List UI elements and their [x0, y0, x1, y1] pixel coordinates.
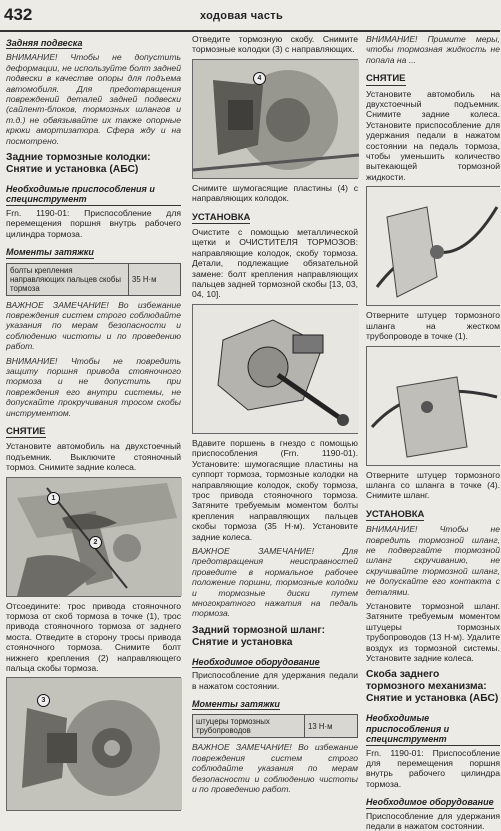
column-middle	[192, 34, 358, 795]
equipment-text: Приспособление для удержания педали в нажатом состоянии.	[192, 670, 358, 691]
brake-disc-photo	[6, 677, 181, 811]
hose-photo	[366, 186, 500, 306]
callout-1: 1	[47, 492, 60, 505]
important-note: ВАЖНОЕ ЗАМЕЧАНИЕ! Для предотвращения неисправностей проведите в нормальное рабочее положение поршни, тормозные колодки и тормозные диски путем многократного нажатия на педаль тормоза.	[192, 545, 358, 619]
brake-disc-illustration	[7, 678, 182, 810]
column-right	[366, 34, 500, 831]
piston-tool-illustration	[193, 305, 359, 433]
column-left	[6, 34, 181, 780]
torque-table	[6, 263, 181, 296]
unscrew-text-2: Отверните штуцер тормозного шланга со шланга в точке (4). Снимите шланг.	[366, 469, 500, 501]
warning-note: ВНИМАНИЕ! Чтобы не повредить защиту поршня привода стояночного тормоза и не допустить при повреждения его внутри системы, не допускайте прокручивания тросом скобы инструментом.	[6, 355, 181, 418]
warning-note: ВНИМАНИЕ! Чтобы не допустить деформации, не используйте болт задней подвески в качестве опоры для подъема автомобиля. Для предотвращения повреждений деталей задней подвески (сайлент-блоков, тормозных шлангов и т.д.) не обвязывайте их также опорные крюки амортизатора. Сфера жду и на посмотрено.	[6, 52, 181, 146]
unscrew-text: Отверните штуцер тормозного шланга на жестком трубопроводе в точке (1).	[366, 310, 500, 342]
table-row	[7, 264, 180, 295]
page-number: 432	[4, 5, 33, 24]
tool-text: Frn. 1190-01: Приспособление для перемещения поршня внутрь рабочего цилиндра тормоза.	[6, 207, 181, 239]
heading-rear-suspension: Задняя подвеска	[6, 38, 83, 48]
torque-table	[192, 714, 358, 738]
heading-tools: Необходимые приспособления и специнструмент	[366, 713, 500, 745]
important-note: ВАЖНОЕ ЗАМЕЧАНИЕ! Во избежание повреждения систем строго соблюдайте указания по мерам безопасности и соблюдению чистоты и по проведению работ.	[6, 299, 181, 352]
heading-caliper: Скоба заднего тормозного механизма: Снятие и установка (АБС)	[366, 669, 499, 705]
heading-equipment: Необходимое оборудование	[192, 656, 320, 667]
heading-installation: УСТАНОВКА	[366, 508, 425, 520]
hose-fitting-photo	[366, 346, 500, 466]
equipment-text: Приспособление для удержания педали в нажатом состоянии.	[366, 810, 500, 831]
install-text: Установите тормозной шланг. Затяните требуемым моментом штуцеры тормозных трубопроводов (13 Н·м). Удалите воздух из тормозной системы. Установите задние колеса.	[366, 600, 500, 663]
install-text: Очистите с помощью металлической щетки и ОЧИСТИТЕЛЯ ТОРМОЗОВ: направляющие колодок, скобу тормоза. Детали, подлежащие обязательной замене: болт крепления направляющих пальцев задней тормозной скобы [13, 03, 04, 10].	[192, 227, 358, 300]
removal-text: Установите автомобиль на двухстоечный подъемник. Снимите задние колеса. Установите приспособление для удержания педали в нажатом состоянии на педаль тормоза, чтобы уменьшить количество вытекающей тормозной жидкости.	[366, 88, 500, 182]
heading-rear-pads: Задние тормозные колодки: Снятие и установка (АБС)	[6, 152, 151, 176]
caliper-illustration	[193, 60, 359, 178]
press-piston-text: Вдавите поршень в гнездо с помощью приспособления (Frn. 1190-01). Установите: шумогасящие пластины на суппорт тормоза, тормозные колодки на направляющие колодок, скобу тормоза, трос привода стояночного тормоза. Затяните требуемым моментом болты крепления направляющих пальцев скобы тормоза (35 Н·м). Установите задние колеса.	[192, 437, 358, 542]
page-header	[0, 0, 500, 32]
callout-2: 2	[89, 536, 102, 549]
heading-installation: УСТАНОВКА	[192, 211, 251, 223]
heading-torque: Моменты затяжки	[192, 699, 280, 709]
heading-tools: Необходимые приспособления и специнструмент	[6, 184, 181, 206]
hose-fitting-illustration	[367, 347, 501, 465]
section-title: ходовая часть	[200, 10, 283, 22]
disconnect-text: Отсоедините: трос привода стояночного тормоза от скоб тормоза в точке (1), трос привода стояночного тормоза от заднего моста. Отведите в сторону тросы привода стояночного тормоза. Снимите болт нижнего крепления (2) направляющего пальца скобы тормоза.	[6, 600, 181, 674]
removal-text: Установите автомобиль на двухстоечный подъемник. Выключите стояночный тормоз. Снимите задние колеса.	[6, 441, 181, 473]
heading-removal: СНЯТИЕ	[366, 73, 406, 85]
hose-illustration	[367, 187, 501, 305]
torque-value: 13 Н·м	[308, 721, 333, 731]
heading-removal: СНЯТИЕ	[6, 425, 46, 437]
heading-equipment: Необходимое оборудование	[366, 797, 494, 808]
torque-label: болты крепления направляющих пальцев скобы тормоза	[7, 264, 129, 295]
torque-value: 35 Н·м	[132, 274, 157, 284]
caliper-text: Отведите тормозную скобу. Снимите тормозные колодки (3) с направляющих.	[192, 34, 358, 55]
table-row	[193, 715, 357, 737]
warning-note: ВНИМАНИЕ! Примите меры, чтобы тормозная жидкость не попала на ...	[366, 34, 500, 65]
heading-rear-hose: Задний тормозной шланг: Снятие и установка	[192, 624, 326, 648]
callout-3: 3	[37, 694, 50, 707]
callout-4: 4	[253, 72, 266, 85]
tool-text: Frn. 1190-01: Приспособление для перемещения поршня внутрь рабочего цилиндра тормоза.	[366, 747, 500, 789]
heading-torque: Моменты затяжки	[6, 247, 94, 258]
shim-text: Снимите шумогасящие пластины (4) с направляющих колодок.	[192, 182, 358, 204]
piston-tool-photo	[192, 304, 358, 434]
warning-note: ВНИМАНИЕ! Чтобы не повредить тормозной шланг, не подвергайте тормозной шланг скручиванию, не скручивайте тормозной шланг, не допускайте его контакта с деталями.	[366, 524, 500, 597]
caliper-photo	[192, 59, 358, 179]
important-note: ВАЖНОЕ ЗАМЕЧАНИЕ! Во избежание повреждения систем строго соблюдайте указания по мерам безопасности и соблюдению чистоты и по проведению работ.	[192, 742, 358, 795]
torque-label: штуцеры тормозных трубопроводов	[193, 715, 305, 737]
suspension-photo	[6, 477, 181, 597]
